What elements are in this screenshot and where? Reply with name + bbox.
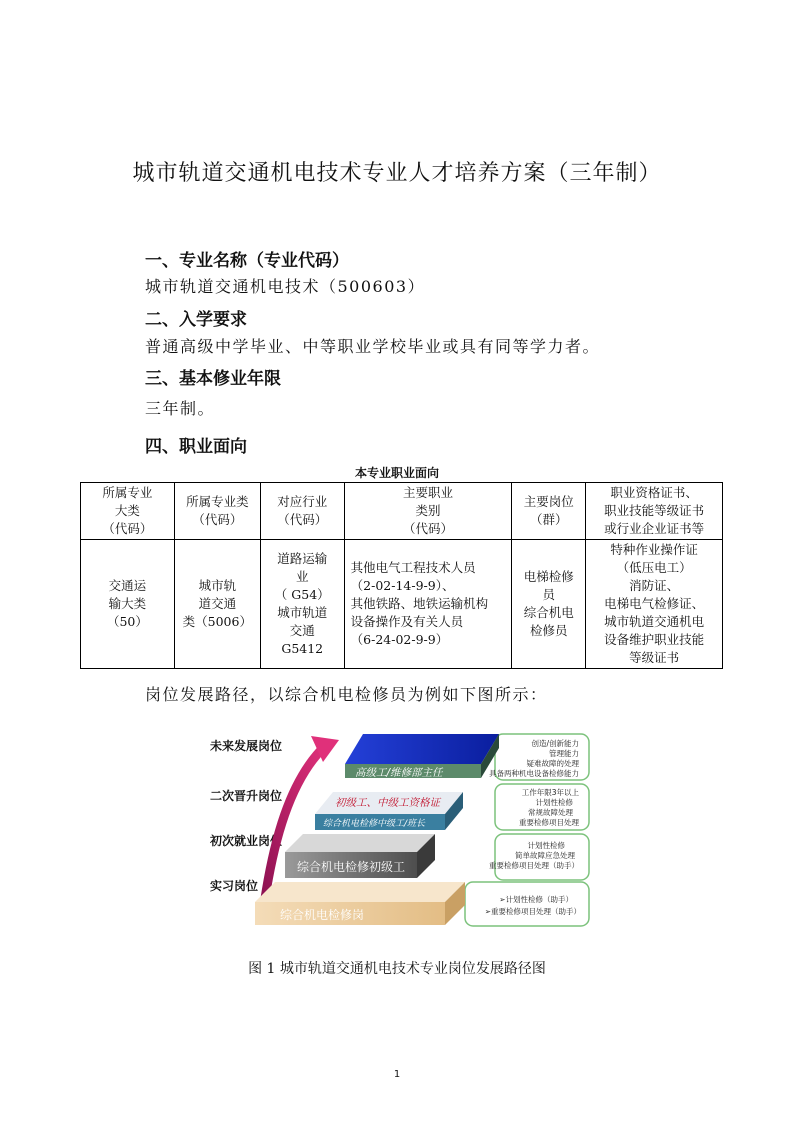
note-3-line-1: 计划性检修 — [527, 841, 565, 850]
table-header-row — [81, 483, 723, 540]
note-2-line-1: 工作年限3年以上 — [521, 788, 579, 797]
note-1-line-2: 管理能力 — [549, 749, 579, 758]
gray-step-top — [285, 834, 435, 852]
occupation-table — [80, 482, 723, 669]
header-positions: 主要岗位 （群） — [512, 483, 586, 540]
table-row — [81, 540, 723, 669]
cell-certificates: 特种作业操作证 （低压电工） 消防证、 电梯电气检修证、 城市轨道交通机电 设备维护职业技能 等级证书 — [586, 540, 723, 669]
level-future: 未来发展岗位 — [210, 739, 283, 753]
step-intermediate-label: 综合机电检修中级工/班长 — [323, 819, 426, 829]
note-3-line-2: 简单故障应急处理 — [515, 851, 575, 860]
cell-occupation: 其他电气工程技术人员 （2-02-14-9-9）、 其他铁路、地铁运输机构 设备操作及有关人员 （6-24-02-9-9） — [344, 540, 512, 669]
section-1-body: 城市轨道交通机电技术（500603） — [145, 277, 426, 296]
step-internship-label: 综合机电检修岗 — [280, 908, 365, 922]
cell-positions: 电梯检修 员 综合机电 检修员 — [512, 540, 586, 669]
step-junior-label: 综合机电检修初级工 — [297, 860, 406, 874]
header-occupation: 主要职业 类别 （代码） — [344, 483, 512, 540]
header-major-category: 所属专业 大类 （代码） — [81, 483, 175, 540]
note-box-4 — [465, 882, 589, 926]
section-3-body: 三年制。 — [145, 399, 216, 418]
table-caption: 本专业职业面向 — [354, 466, 439, 480]
note-2-line-2: 计划性检修 — [535, 798, 573, 807]
page-number: 1 — [393, 1069, 401, 1080]
career-path-diagram — [205, 720, 595, 935]
note-2-line-4: 重要检修项目处理 — [519, 818, 579, 827]
level-first-employment: 初次就业岗位 — [210, 834, 283, 848]
note-4-line-2: ➢重要检修项目处理（助手） — [484, 907, 581, 916]
note-1-line-1: 创造/创新能力 — [531, 739, 579, 748]
cell-major-category: 交通运 输大类 （50） — [81, 540, 175, 669]
blue-step-top — [345, 734, 499, 764]
header-certificates: 职业资格证书、 职业技能等级证书 或行业企业证书等 — [586, 483, 723, 540]
section-2-heading: 二、入学要求 — [145, 310, 247, 330]
note-4-line-1: ➢计划性检修（助手） — [499, 895, 573, 904]
note-1-line-3: 疑难故障的处理 — [526, 759, 579, 768]
figure-caption: 图 1 城市轨道交通机电技术专业岗位发展路径图 — [248, 961, 546, 977]
path-intro: 岗位发展路径，以综合机电检修员为例如下图所示： — [145, 685, 548, 704]
section-1-heading: 一、专业名称（专业代码） — [145, 251, 349, 271]
document-title: 城市轨道交通机电技术专业人才培养方案（三年制） — [132, 161, 662, 186]
cell-industry: 道路运输 业 （ G54） 城市轨道 交通 G5412 — [260, 540, 344, 669]
note-2-line-3: 常规故障处理 — [528, 808, 573, 817]
level-second-promotion: 二次晋升岗位 — [210, 789, 283, 803]
level-internship: 实习岗位 — [210, 879, 259, 893]
cell-major-class: 城市轨 道交通 类（5006） — [174, 540, 260, 669]
step-senior-label: 高级工/维修部主任 — [355, 767, 443, 779]
base-step-top — [255, 882, 465, 902]
section-4-heading: 四、职业面向 — [145, 437, 247, 457]
note-1-line-4: 具备两种机电设备检修能力 — [489, 769, 579, 778]
note-3-line-3: 重要检修项目处理（助手） — [489, 861, 579, 870]
section-3-heading: 三、基本修业年限 — [145, 369, 281, 389]
step-certificate-label: 初级工、中级工资格证 — [335, 797, 440, 809]
section-2-body: 普通高级中学毕业、中等职业学校毕业或具有同等学力者。 — [145, 337, 601, 356]
header-major-class: 所属专业类 （代码） — [174, 483, 260, 540]
header-industry: 对应行业 （代码） — [260, 483, 344, 540]
